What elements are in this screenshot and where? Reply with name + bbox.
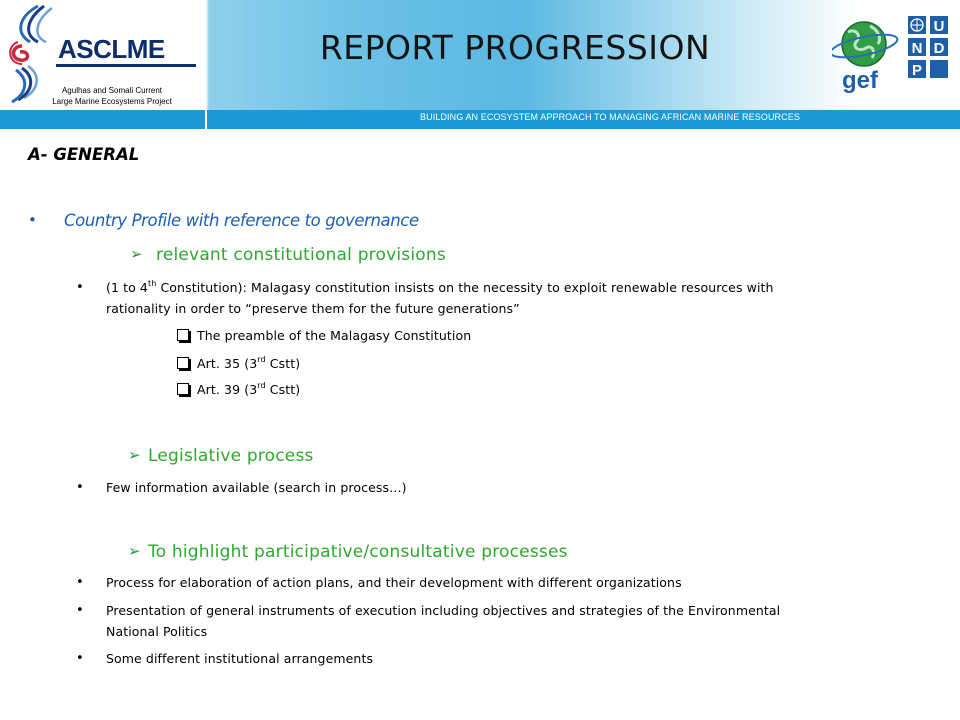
arrow-bullet-icon: ➢ [128,446,141,464]
brand-underline [56,64,196,67]
gef-wordmark: gef [842,67,878,94]
undp-letter-n: N [911,40,923,57]
globe-icon [832,22,899,66]
arrow-bullet-icon: ➢ [128,542,141,560]
un-emblem-icon [908,16,926,34]
list-item-art-35-sup: rd [257,355,266,364]
constitution-bullet-prefix: (1 to 4 [106,280,148,295]
undp-logo [906,14,952,96]
list-item-preamble: The preamble of the Malagasy Constitution [197,328,472,343]
section-heading: A- GENERAL [28,145,140,164]
banner-divider [205,110,207,129]
bullet-dot-icon: • [76,480,84,495]
list-item-art-35 [197,356,300,371]
bullet-dot-icon: • [76,603,84,618]
bullet-dot-icon: • [76,280,84,295]
list-item-art-35-post: Cstt) [265,356,301,371]
undp-letter-p: P [911,62,923,79]
bullet-dot-icon: • [28,211,37,229]
list-item-art-39-pre: Art. 39 (3 [197,382,258,397]
list-item-art-39 [197,382,300,397]
brand-name: ASCLME [58,34,165,64]
brand-subtitle-line1: Agulhas and Somali Current [61,86,163,95]
checkbox-bullet-icon [177,329,189,341]
constitution-bullet-sup: th [147,279,157,288]
undp-letter-u: U [933,18,945,35]
process-bullet-institutional: Some different institutional arrangements [106,651,374,666]
constitution-bullet-line1 [106,280,774,295]
checkbox-bullet-icon [177,357,189,369]
subheading-constitutional-provisions: relevant constitutional provisions [156,245,446,265]
process-bullet-instruments-line2: National Politics [106,624,208,639]
process-bullet-instruments-line1: Presentation of general instruments of execution including objectives and strategies of the Environmental [106,603,781,618]
constitution-bullet-line2: rationality in order to “preserve them for the future generations” [106,301,520,316]
asclme-logo [0,0,206,110]
bullet-dot-icon: • [76,651,84,666]
list-item-art-35-pre: Art. 35 (3 [197,356,258,371]
tagline-text: BUILDING AN ECOSYSTEM APPROACH TO MANAGING AFRICAN MARINE RESOURCES [420,112,800,122]
list-item-art-39-post: Cstt) [265,382,301,397]
undp-letter-d: D [933,40,945,57]
page-title: REPORT PROGRESSION [319,28,711,67]
country-profile-bullet: Country Profile with reference to governance [64,211,419,230]
subheading-participative-processes: To highlight participative/consultative processes [148,542,568,562]
list-item-art-39-sup: rd [257,381,266,390]
subheading-legislative-process: Legislative process [148,446,314,466]
brand-subtitle-line2: Large Marine Ecosystems Project [52,97,172,106]
checkbox-bullet-icon [177,383,189,395]
gef-logo [832,18,900,94]
constitution-bullet-rest: Constitution): Malagasy constitution insists on the necessity to exploit renewable resources with [156,280,774,295]
arrow-bullet-icon: ➢ [130,245,143,263]
bullet-dot-icon: • [76,575,84,590]
legislative-bullet: Few information available (search in process…) [106,480,407,495]
process-bullet-action-plans: Process for elaboration of action plans, and their development with different organizations [106,575,682,590]
